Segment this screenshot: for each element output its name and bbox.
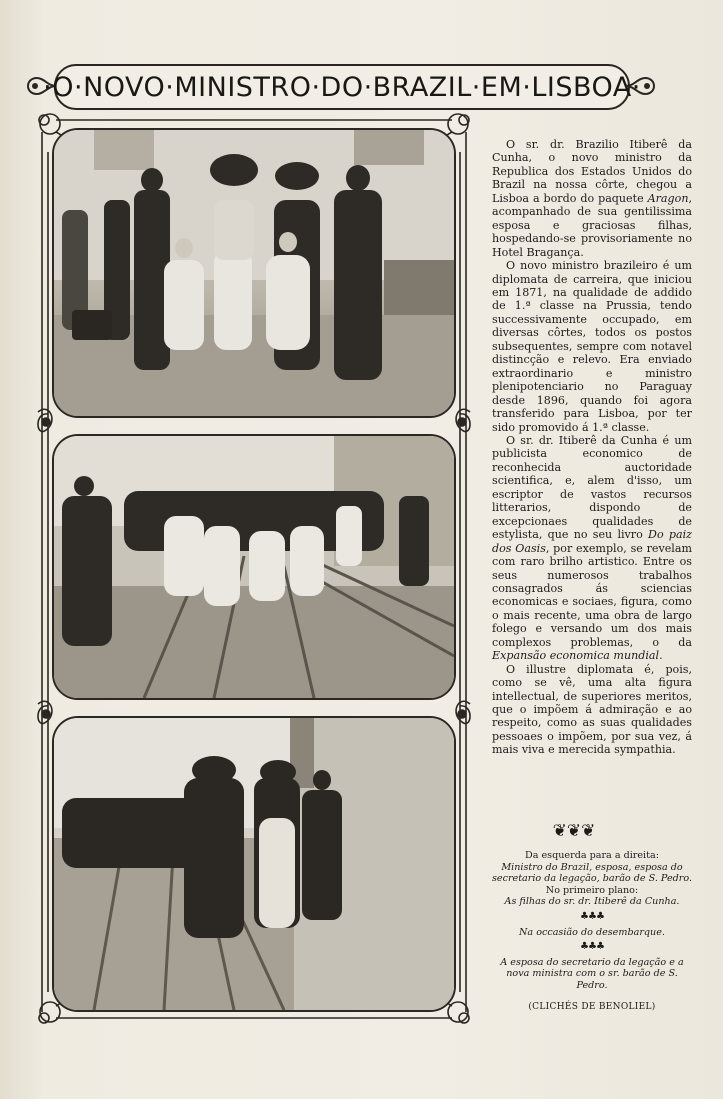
page-title: ·O·NOVO·MINISTRO·DO·BRAZIL·EM·LISBOA· [43, 71, 641, 103]
leaf-ornament-divider: ❦❦❦ [552, 821, 596, 841]
photo-disembarkation [52, 434, 456, 700]
caption-wife-minister: A esposa do secretario da legação e a nova ministra com o sr. barão de S. Pedro. [500, 956, 684, 991]
right-flourish-ornament [624, 72, 658, 100]
paragraph-3-run-0: O sr. dr. Itiberê da Cunha é um publicista economico de reconhecida auctoridade scientifica, e, alem d'isso, um escriptor de vastos recursos litterarios, dispondo de excepcionaes qualidades de estylista, que no seu livro [492, 433, 692, 542]
paragraph-1-run-2: , acompanhado de sua gentilissima esposa e graciosas filhas, hospedando-se provisoriamente no Hotel Bragança. [492, 191, 692, 259]
paragraph-3-run-4: . [659, 649, 663, 663]
paragraph-1-run-0: O sr. dr. Brazilio Itiberê da Cunha, o novo ministro da Republica dos Estados Unidos do Brazil na nossa côrte, chegou a Lisboa a bordo do paquete [492, 138, 692, 205]
article-paragraph-2: O novo ministro brazileiro é um diplomata de carreira, que iniciou em 1871, na qualidade de addido de 1.ª classe na Prussia, tendo successivamente occupado, em diversas côrtes, todos os postos subsequentes, sempre com notavel distincção e relevo. Era enviado extraordinario e ministro plenipotenciario no Paraguay desde 1896, quando foi agora transferido para Lisboa, por ter sido promovido á 1.ª classe. [492, 259, 692, 434]
paragraph-3-run-3: Expansão economica mundial [492, 649, 660, 663]
article-body [492, 138, 692, 757]
photo-captions [490, 850, 694, 1013]
caption-disembarkation: Na occasião do desembarque. [519, 926, 665, 938]
caption-daughters: As filhas do sr. dr. Itiberê da Cunha. [504, 896, 680, 908]
paragraph-3-run-2: , por exemplo, se revelam com raro brilho artistico. Entre os seus numerosos trabalhos consagrados ás sciencias economicas e sociaes, figura, como o mais recente, uma obra de largo folego e versando um dos mais complexos problemas, o da [492, 541, 692, 649]
photo-family-portrait [52, 128, 456, 418]
paragraph-1-run-1: Aragon [647, 191, 689, 205]
paragraph-3-run-1: Do paiz dos Oasis [492, 528, 692, 555]
article-paragraph-4: O illustre diplomata é, pois, como se vê, uma alta figura intellectual, de superiores meritos, que o impõem á admiração e ao respeito, como as suas qualidades pessoaes o impõem, por sua vez, á mais viva e merecida sympathia. [492, 662, 692, 757]
caption-intro: Da esquerda para a direita: [525, 850, 659, 861]
photo-wife-and-minister [52, 716, 456, 1012]
mini-ornament-1: ♣♣♣ [580, 910, 604, 922]
article-paragraph-1 [492, 138, 692, 259]
article-paragraph-3 [492, 434, 692, 663]
mini-ornament-2: ♣♣♣ [580, 941, 604, 953]
caption-first-plane: No primeiro plano: [545, 884, 639, 896]
title-banner [43, 64, 641, 110]
caption-names: Ministro do Brazil, esposa, esposa do secretario da legação, barão de S. Pedro. [491, 861, 693, 885]
photo-credit: (CLICHÉS DE BENOLIEL) [528, 1001, 656, 1012]
